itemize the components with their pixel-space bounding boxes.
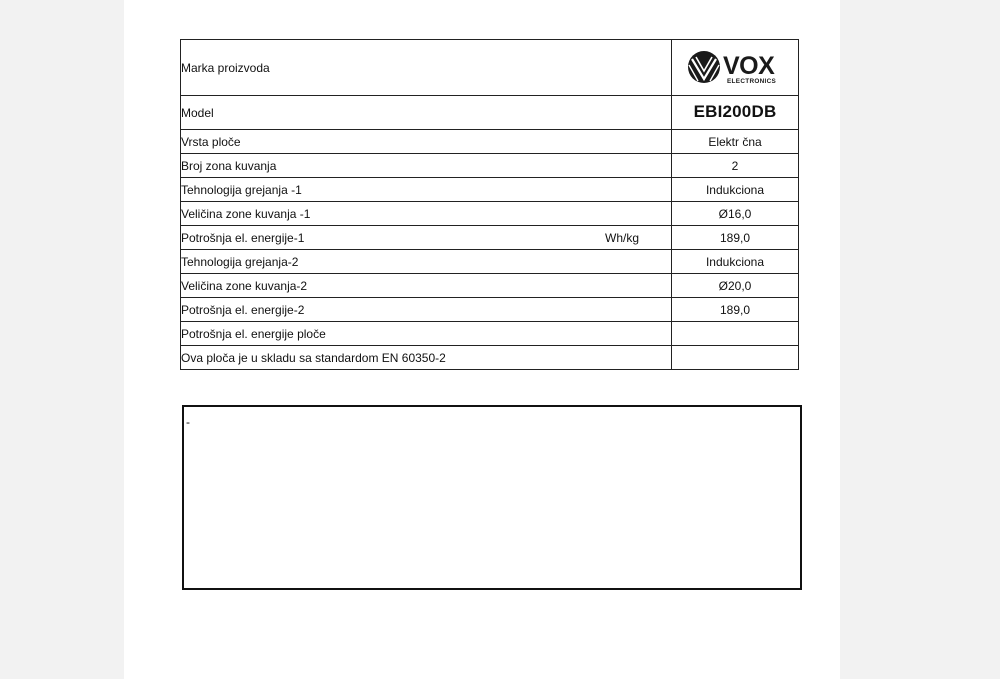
table-row-standard	[181, 346, 799, 370]
potrosnja-1-label-cell	[181, 226, 672, 250]
brand-label-cell	[181, 40, 672, 96]
table-row-tehnologija-2	[181, 250, 799, 274]
potrosnja-1-unit: Wh/kg	[605, 230, 640, 245]
brand-logo-cell	[672, 40, 799, 96]
model-value-cell	[672, 96, 799, 130]
standard-label-cell	[181, 346, 672, 370]
standard-value	[672, 346, 799, 370]
broj-zona-value: 2	[672, 154, 799, 178]
vrsta-label: Vrsta ploče	[181, 134, 241, 149]
spec-table	[180, 39, 799, 370]
tehnologija-2-label-cell	[181, 250, 672, 274]
velicina-1-label: Veličina zone kuvanja -1	[181, 206, 311, 221]
standard-label: Ova ploča je u skladu sa standardom EN 60350-2	[181, 350, 446, 365]
vox-logo-emblem-icon	[688, 51, 720, 83]
table-row-potrosnja-2	[181, 298, 799, 322]
model-label: Model	[181, 105, 214, 120]
velicina-2-label: Veličina zone kuvanja-2	[181, 278, 308, 293]
tehnologija-2-label: Tehnologija grejanja-2	[181, 254, 299, 269]
document-page	[124, 0, 840, 679]
brand-label: Marka proizvoda	[181, 60, 270, 75]
tehnologija-1-label-cell	[181, 178, 672, 202]
vox-logo-subtext: ELECTRONICS	[727, 77, 777, 85]
notes-text: -	[186, 415, 190, 429]
table-row-model	[181, 96, 799, 130]
tehnologija-2-value: Indukciona	[672, 250, 799, 274]
velicina-1-value: Ø16,0	[672, 202, 799, 226]
potrosnja-ploce-label-cell	[181, 322, 672, 346]
table-row-potrosnja-1	[181, 226, 799, 250]
velicina-2-value: Ø20,0	[672, 274, 799, 298]
tehnologija-1-value: Indukciona	[672, 178, 799, 202]
tehnologija-1-label: Tehnologija grejanja -1	[181, 182, 302, 197]
potrosnja-1-label: Potrošnja el. energije-1	[181, 230, 305, 245]
notes-box	[182, 405, 802, 590]
table-row-broj-zona	[181, 154, 799, 178]
broj-zona-label: Broj zona kuvanja	[181, 158, 277, 173]
potrosnja-2-label: Potrošnja el. energije-2	[181, 302, 305, 317]
table-row-vrsta-ploce	[181, 130, 799, 154]
broj-zona-label-cell	[181, 154, 672, 178]
vox-logo-wordmark: VOX	[723, 51, 775, 80]
table-row-velicina-2	[181, 274, 799, 298]
table-row-brand	[181, 40, 799, 96]
potrosnja-ploce-label: Potrošnja el. energije ploče	[181, 326, 326, 341]
potrosnja-1-value: 189,0	[672, 226, 799, 250]
model-value: EBI200DB	[693, 102, 777, 121]
table-row-potrosnja-ploce	[181, 322, 799, 346]
velicina-2-label-cell	[181, 274, 672, 298]
potrosnja-ploce-value	[672, 322, 799, 346]
vrsta-label-cell	[181, 130, 672, 154]
model-label-cell	[181, 96, 672, 130]
vrsta-value: Elektr čna	[672, 130, 799, 154]
velicina-1-label-cell	[181, 202, 672, 226]
vox-logo	[686, 49, 784, 87]
table-row-velicina-1	[181, 202, 799, 226]
potrosnja-2-label-cell	[181, 298, 672, 322]
table-row-tehnologija-1	[181, 178, 799, 202]
potrosnja-2-value: 189,0	[672, 298, 799, 322]
